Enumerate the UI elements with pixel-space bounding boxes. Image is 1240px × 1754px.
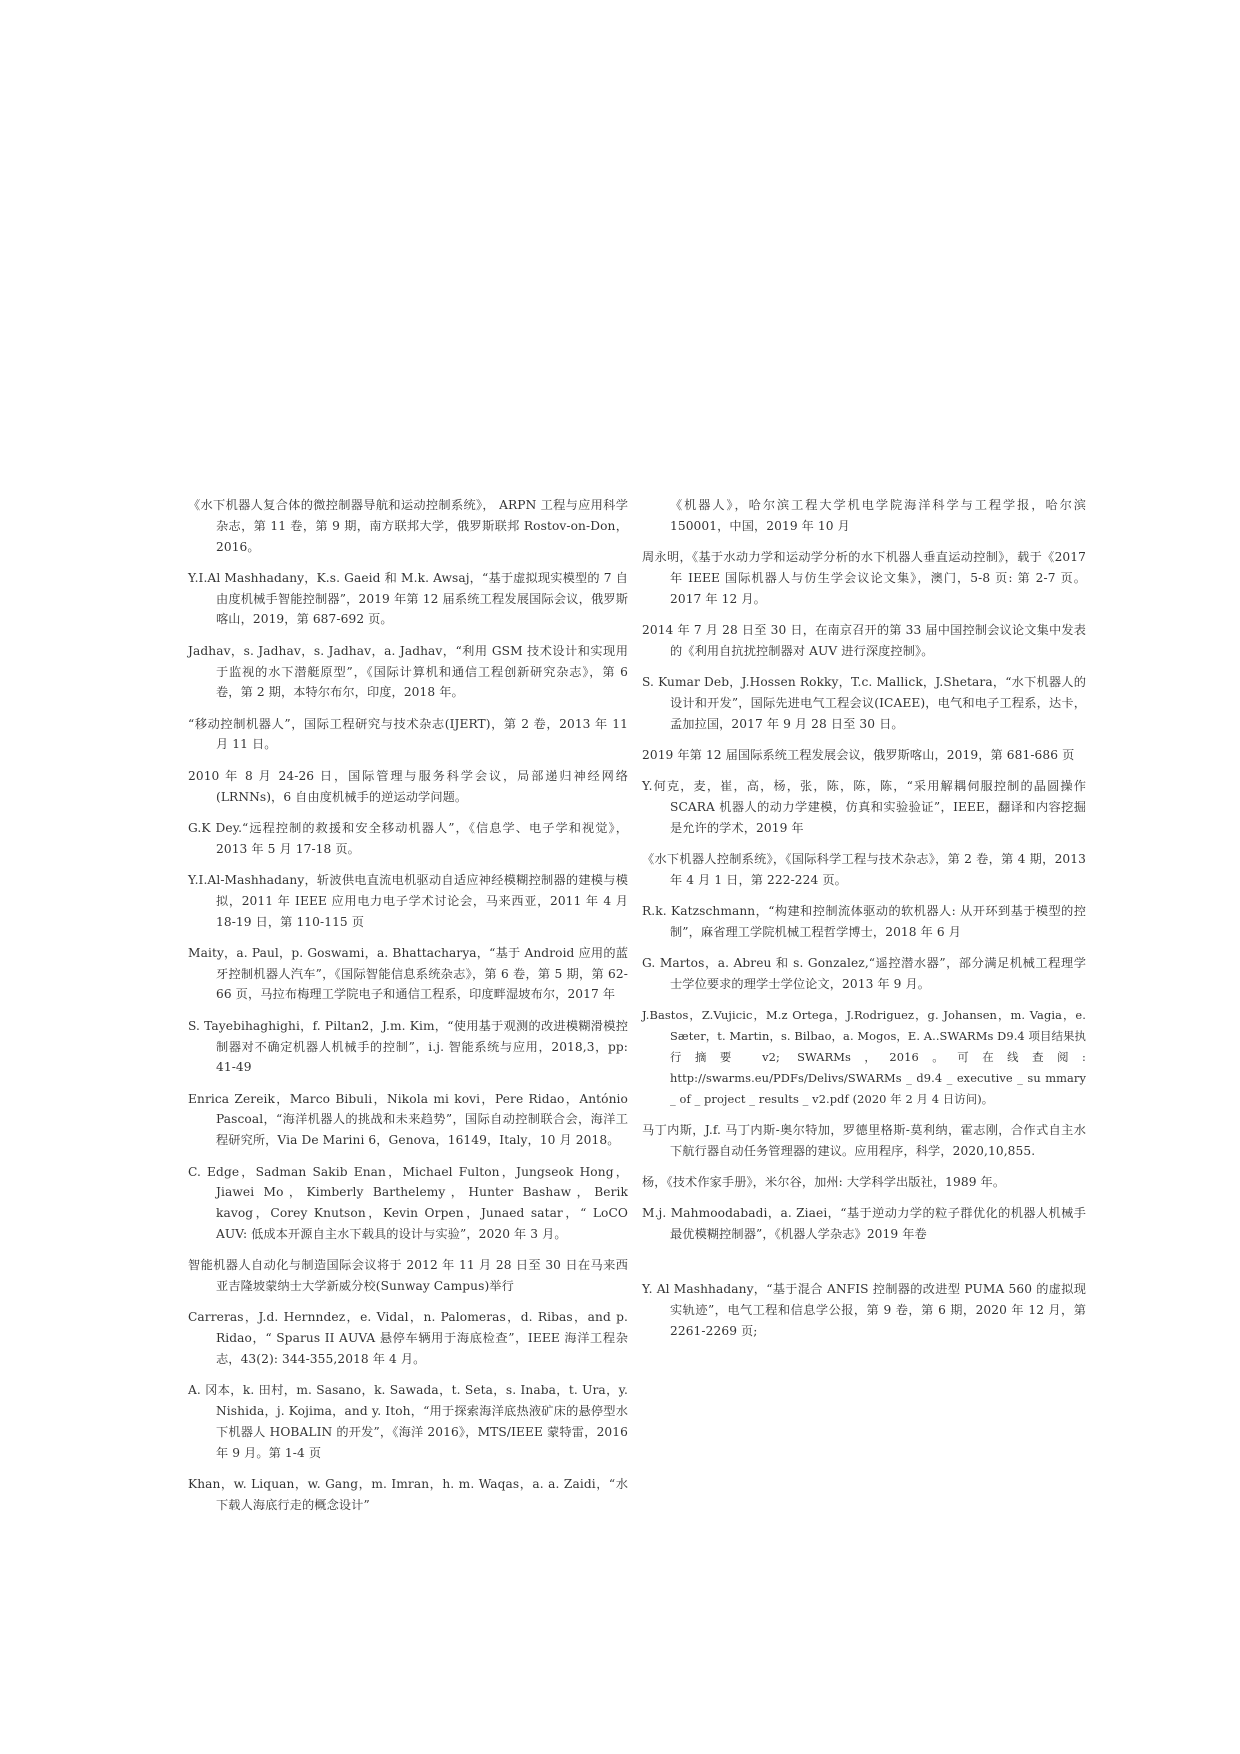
reference-entry: 周永明，《基于水动力学和运动学分析的水下机器人垂直运动控制》，载于《2017 年 IEEE 国际机器人与仿生学会议论文集》，澳门，5-8 页: 第 2-7 页。2017 年 12 月。: [642, 550, 1086, 606]
reference-entry: “移动控制机器人”，国际工程研究与技术杂志(IJERT)，第 2 卷，2013 年 11 月 11 日。: [188, 716, 628, 752]
reference-entry: 2014 年 7 月 28 日至 30 日，在南京召开的第 33 届中国控制会议论文集中发表的《利用自抗扰控制器对 AUV 进行深度控制》。: [642, 622, 1086, 658]
reference-entry-continued: 《机器人》，哈尔滨工程大学机电学院海洋科学与工程学报，哈尔滨 150001，中国，2019 年 10 月: [670, 498, 1086, 533]
reference-entry: C. Edge，Sadman Sakib Enan，Michael Fulton，Jungseok Hong，Jiawei Mo，Kimberly Barthelemy，Hunter Bashaw，Berik kavog，Corey Knutson，Kevin Orpen，Junaed satar，“ LoCO AUV: 低成本开源自主水下载具的设计与实验”，2020 年 3 月。: [188, 1164, 628, 1241]
reference-entry: Jadhav，s. Jadhav，s. Jadhav，a. Jadhav，“利用 GSM 技术设计和实现用于监视的水下潜艇原型”，《国际计算机和通信工程创新研究杂志》，第 6 卷，第 2 期，本特尔布尔，印度，2018 年。: [188, 643, 628, 700]
reference-entry: G.K Dey.“远程控制的救援和安全移动机器人”，《信息学、电子学和视觉》，2013 年 5 月 17-18 页。: [188, 820, 628, 856]
reference-entry: Maity，a. Paul，p. Goswami，a. Bhattacharya，“基于 Android 应用的蓝牙控制机器人汽车”，《国际智能信息系统杂志》，第 6 卷，第 5 期，第 62-66 页，马拉布梅理工学院电子和通信工程系，印度畔湿坡布尔，2017 年: [188, 945, 628, 1002]
references-right-column: [642, 495, 1086, 1352]
reference-entry: Carreras，J.d. Hernndez，e. Vidal，n. Palomeras，d. Ribas，and p. Ridao，“ Sparus II AUVA 悬停车辆用于海底检查”，IEEE 海洋工程杂志，43(2): 344-355,2018 年 4 月。: [188, 1310, 628, 1366]
reference-entry: Y.I.Al Mashhadany，K.s. Gaeid 和 M.k. Awsaj，“基于虚拟现实模型的 7 自由度机械手智能控制器”，2019 年第 12 届系统工程发展国际会议，俄罗斯喀山，2019，第 687-692 页。: [188, 570, 628, 627]
reference-entry: Y.I.Al-Mashhadany，斩波供电直流电机驱动自适应神经模糊控制器的建模与模拟，2011 年 IEEE 应用电力电子学术讨论会，马来西亚，2011 年 4 月 18-19 日，第 110-115 页: [188, 872, 628, 929]
reference-entry: J.Bastos，Z.Vujicic，M.z Ortega，J.Rodriguez，g. Johansen，m. Vagia，e. Sæter，t. Martin，s. Bilbao，a. Mogos，E. A..SWARMs D9.4 项目结果执行摘要 v2; SWARMs，2016。可在线查阅: http://swarms.eu/PDFs/Delivs/SWARMs _ d9.4 _ executive _ su mmary _ of _ project _ results _ v2.pdf (2020 年 2 月 4 日访问)。: [642, 1008, 1086, 1106]
reference-entry: Khan，w. Liquan，w. Gang，m. Imran，h. m. Waqas，a. a. Zaidi，“水下载人海底行走的概念设计”: [188, 1476, 628, 1512]
reference-entry: S. Tayebihaghighi，f. Piltan2，J.m. Kim，“使用基于观测的改进模糊滑模控制器对不确定机器人机械手的控制”，i.j. 智能系统与应用，2018,3，pp: 41-49: [188, 1018, 628, 1075]
reference-entry: 马丁内斯，J.f. 马丁内斯-奥尔特加，罗德里格斯-莫利纳，霍志刚，合作式自主水下航行器自动任务管理器的建议。应用程序，科学，2020,10,855.: [642, 1122, 1086, 1158]
reference-entry: Enrica Zereik，Marco Bibuli，Nikola mi kovi，Pere Ridao，António Pascoal，“海洋机器人的挑战和未来趋势”，国际自动控制联合会，海洋工程研究所，Via De Marini 6，Genova，16149，Italy，10 月 2018。: [188, 1091, 628, 1148]
reference-entry: Y.何克，麦，崔，高，杨，张，陈，陈，陈，“采用解耦伺服控制的晶圆操作 SCARA 机器人的动力学建模，仿真和实验验证”，IEEE，翻译和内容挖掘是允许的学术，2019 年: [642, 779, 1086, 835]
reference-entry: 杨，《技术作家手册》，米尔谷，加州: 大学科学出版社，1989 年。: [642, 1175, 1006, 1190]
reference-entry: 智能机器人自动化与制造国际会议将于 2012 年 11 月 28 日至 30 日在马来西亚吉隆坡蒙纳士大学新威分校(Sunway Campus)举行: [188, 1258, 628, 1293]
reference-entry: 《水下机器人控制系统》，《国际科学工程与技术杂志》，第 2 卷，第 4 期，2013 年 4 月 1 日，第 222-224 页。: [642, 852, 1086, 887]
references-left-column: [188, 495, 628, 1526]
reference-entry: 2019 年第 12 届国际系统工程发展会议，俄罗斯喀山，2019，第 681-686 页: [642, 747, 1075, 762]
reference-entry: Y. Al Mashhadany，“基于混合 ANFIS 控制器的改进型 PUMA 560 的虚拟现实轨迹”，电气工程和信息学公报，第 9 卷，第 6 期，2020 年 12 月，第 2261-2269 页;: [642, 1281, 1086, 1338]
reference-entry: A. 冈本，k. 田村，m. Sasano，k. Sawada，t. Seta，s. Inaba，t. Ura，y. Nishida，j. Kojima，and y. Itoh，“用于探索海洋底热液矿床的悬停型水下机器人 HOBALIN 的开发”，《海洋 2016》，MTS/IEEE 蒙特雷，2016 年 9 月。第 1-4 页: [188, 1383, 628, 1460]
reference-entry: 2010 年 8 月 24-26 日，国际管理与服务科学会议，局部递归神经网络(LRNNs)，6 自由度机械手的逆运动学问题。: [188, 768, 628, 804]
reference-entry: M.j. Mahmoodabadi，a. Ziaei，“基于逆动力学的粒子群优化的机器人机械手最优模糊控制器”，《机器人学杂志》2019 年卷: [642, 1206, 1086, 1242]
reference-entry: R.k. Katzschmann，“构建和控制流体驱动的软机器人: 从开环到基于模型的控制”，麻省理工学院机械工程哲学博士，2018 年 6 月: [642, 904, 1086, 940]
reference-entry: G. Martos，a. Abreu 和 s. Gonzalez,“遥控潜水器”，部分满足机械工程理学士学位要求的理学士学位论文，2013 年 9 月。: [642, 956, 1086, 992]
reference-entry: 《水下机器人复合体的微控制器导航和运动控制系统》， ARPN 工程与应用科学杂志，第 11 卷，第 9 期，南方联邦大学，俄罗斯联邦 Rostov-on-Don，2016。: [188, 498, 628, 554]
reference-entry: S. Kumar Deb，J.Hossen Rokky，T.c. Mallick，J.Shetara，“水下机器人的设计和开发”，国际先进电气工程会议(ICAEE)，电气和电子工程系，达卡，孟加拉国，2017 年 9 月 28 日至 30 日。: [642, 675, 1086, 731]
